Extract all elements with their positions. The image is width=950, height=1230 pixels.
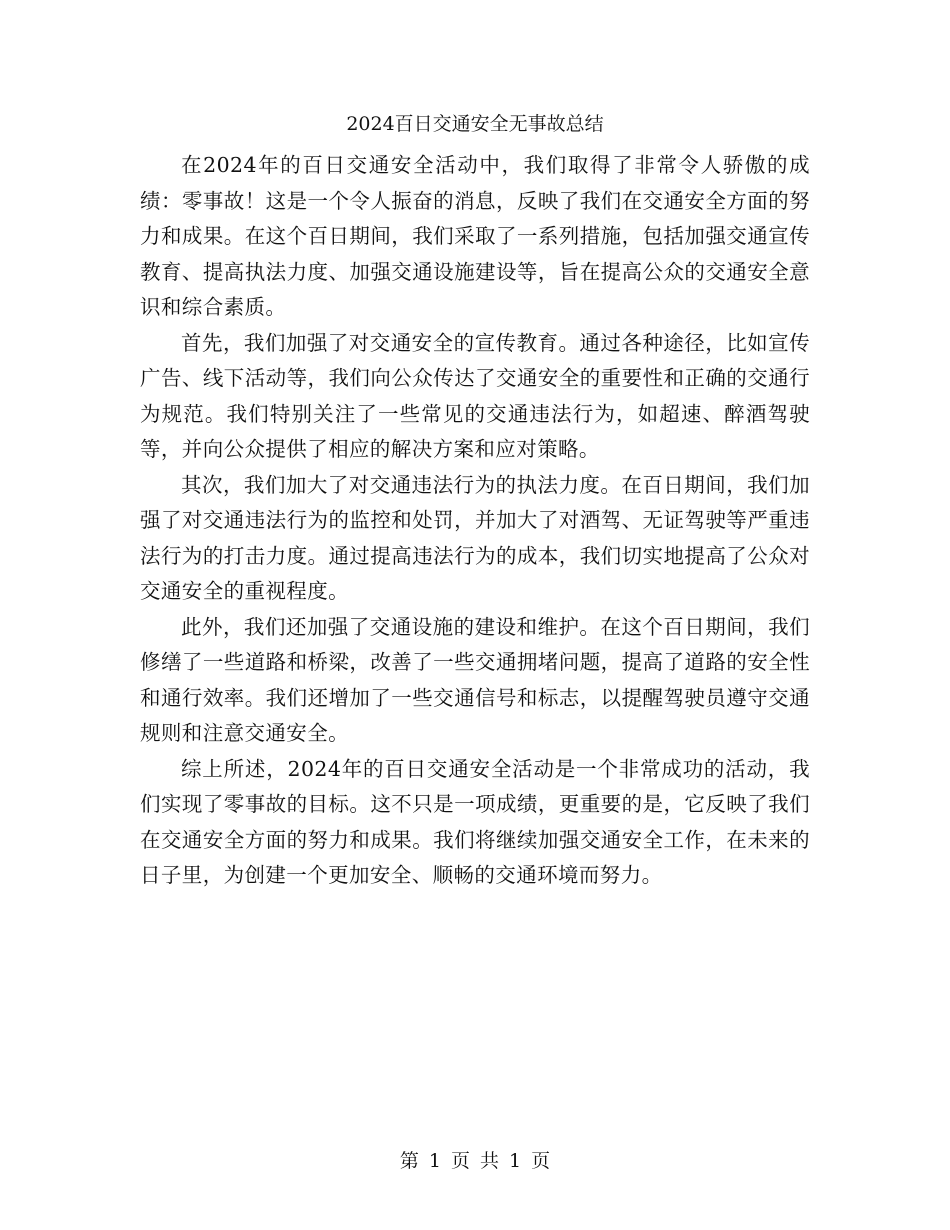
document-body [140,148,810,894]
paragraph-conclusion: 综上所述，2024年的百日交通安全活动是一个非常成功的活动，我们实现了零事故的目标。这不只是一项成绩，更重要的是，它反映了我们在交通安全方面的努力和成果。我们将继续加强交通安全工作，在未来的日子里，为创建一个更加安全、顺畅的交通环境而努力。 [140,756,810,887]
paragraph-education: 首先，我们加强了对交通安全的宣传教育。通过各种途径，比如宣传广告、线下活动等，我们向公众传达了交通安全的重要性和正确的交通行为规范。我们特别关注了一些常见的交通违法行为，如超速、醉酒驾驶等，并向公众提供了相应的解决方案和应对策略。 [140,330,810,461]
paragraph-infrastructure: 此外，我们还加强了交通设施的建设和维护。在这个百日期间，我们修缮了一些道路和桥梁，改善了一些交通拥堵问题，提高了道路的安全性和通行效率。我们还增加了一些交通信号和标志，以提醒驾驶员遵守交通规则和注意交通安全。 [140,614,810,745]
document-title: 2024百日交通安全无事故总结 [346,113,604,135]
page-footer: 第 1 页 共 1 页 [399,1150,551,1172]
paragraph-enforcement: 其次，我们加大了对交通违法行为的执法力度。在百日期间，我们加强了对交通违法行为的监控和处罚，并加大了对酒驾、无证驾驶等严重违法行为的打击力度。通过提高违法行为的成本，我们切实地提高了公众对交通安全的重视程度。 [140,472,810,603]
paragraph-intro: 在2024年的百日交通安全活动中，我们取得了非常令人骄傲的成绩：零事故！这是一个令人振奋的消息，反映了我们在交通安全方面的努力和成果。在这个百日期间，我们采取了一系列措施，包括加强交通宣传教育、提高执法力度、加强交通设施建设等，旨在提高公众的交通安全意识和综合素质。 [140,153,810,319]
